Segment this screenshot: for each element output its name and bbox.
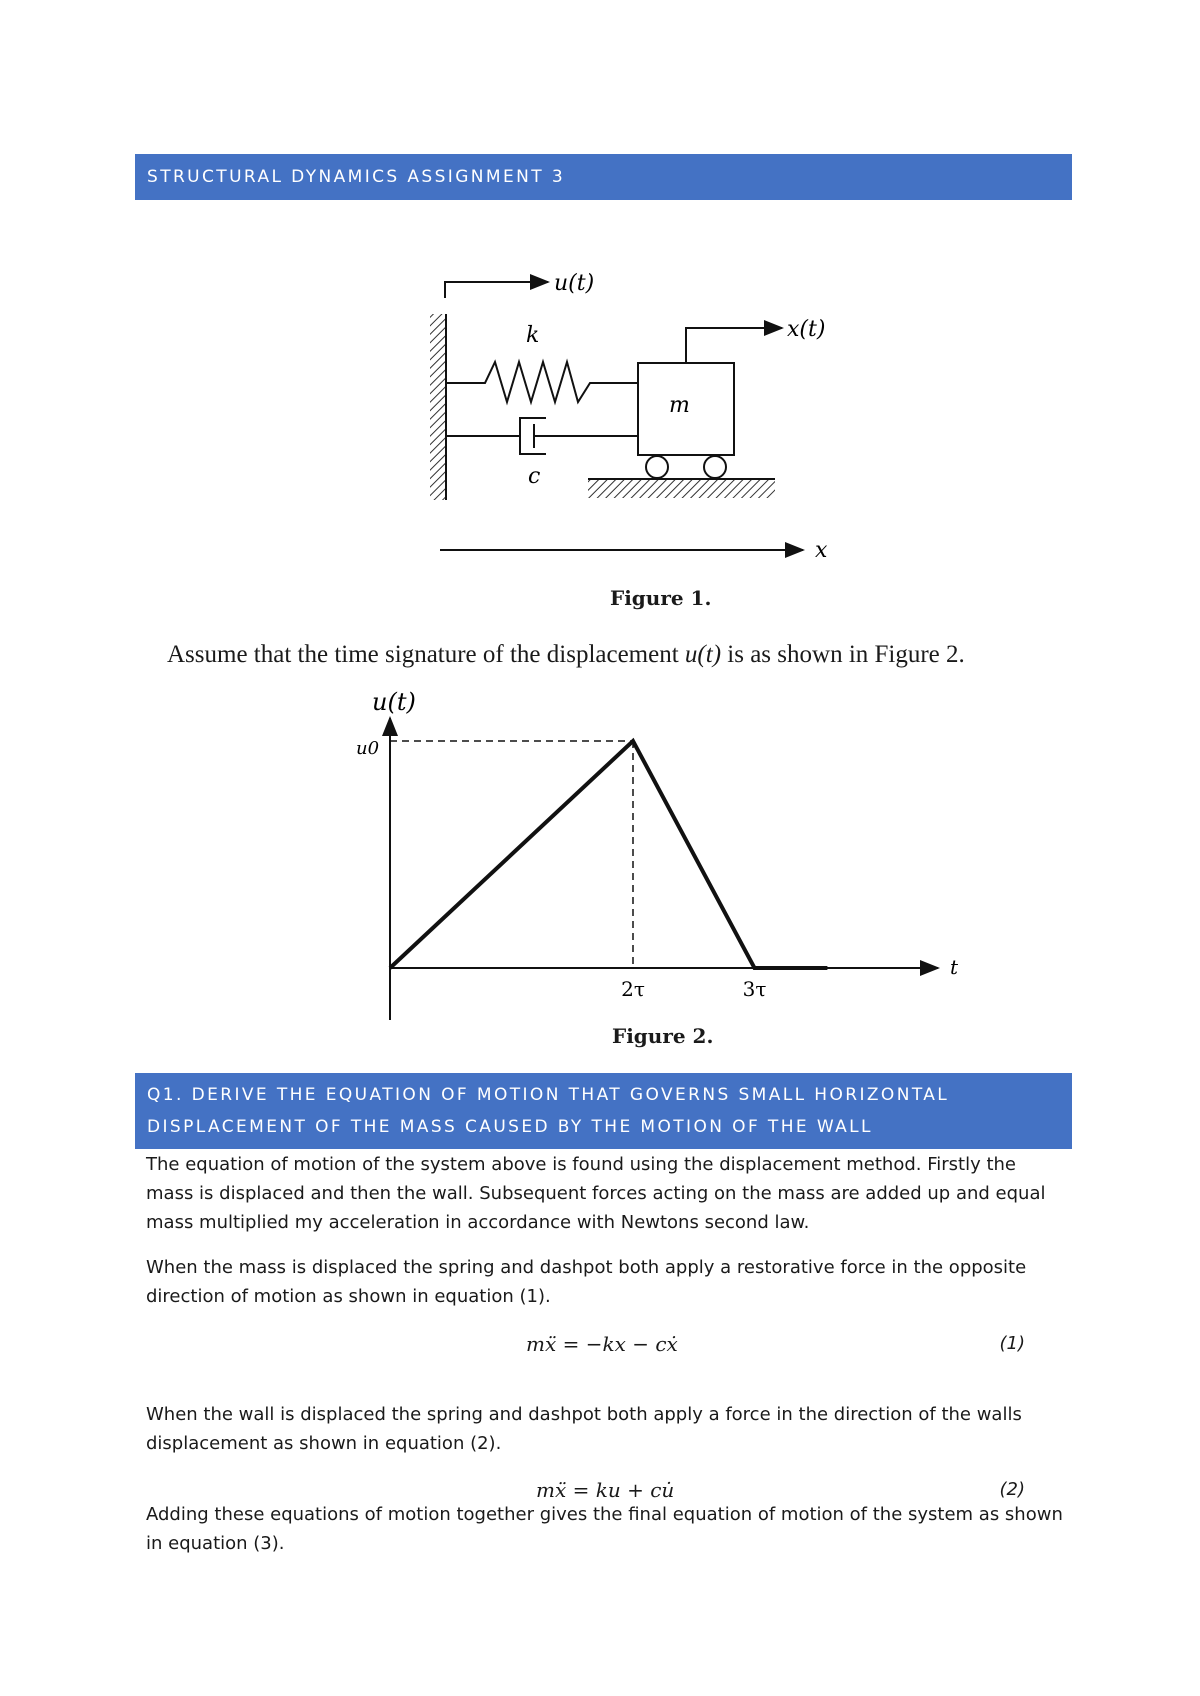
- paragraph-method: The equation of motion of the system above is found using the displacement method. Firstly the mass is displaced and then the wall. Subsequent forces acting on the mass are added up and equal mass multiplied my acceleration in accordance with Newtons second law.: [146, 1154, 1046, 1233]
- label-u: u(t): [554, 271, 595, 296]
- page-title: STRUCTURAL DYNAMICS ASSIGNMENT 3: [147, 167, 566, 187]
- intro-before: Assume that the time signature of the displacement: [167, 641, 685, 668]
- x-axis-label: t: [950, 955, 959, 979]
- label-x-axis: x: [815, 538, 828, 563]
- x-tick-3tau: 3τ: [742, 977, 767, 1001]
- equation-1: mẍ = −kx − cẋ: [526, 1332, 678, 1356]
- paragraph-combined: Adding these equations of motion together gives the final equation of motion of the system as shown in equation (3).: [146, 1504, 1063, 1554]
- label-x-t: x(t): [787, 317, 826, 342]
- figure-1-caption: Figure 1.: [610, 586, 712, 610]
- paragraph-mass-displaced: When the mass is displaced the spring and dashpot both apply a restorative force in the opposite direction of motion as shown in equation (1).: [146, 1257, 1027, 1307]
- x-tick-2tau: 2τ: [621, 977, 645, 1001]
- y-tick-u0: u0: [356, 738, 380, 759]
- u-t-series-line: [390, 741, 827, 968]
- intro-after: is as shown in Figure 2.: [721, 641, 965, 668]
- equation-2-number: (2): [999, 1479, 1025, 1500]
- intro-symbol: u(t): [684, 641, 722, 668]
- label-c: c: [528, 464, 541, 489]
- q1-heading: Q1. DERIVE THE EQUATION OF MOTION THAT GOVERNS SMALL HORIZONTAL DISPLACEMENT OF THE MASS CAUSED BY THE MOTION OF THE WALL: [147, 1085, 950, 1137]
- q1-heading-banner: [135, 1073, 1072, 1149]
- label-k: k: [526, 323, 540, 348]
- label-m: m: [669, 393, 690, 418]
- equation-1-number: (1): [999, 1333, 1025, 1354]
- paragraph-wall-displaced: When the wall is displaced the spring and dashpot both apply a force in the direction of the walls displacement as shown in equation (2).: [146, 1404, 1022, 1454]
- figure-2-caption: Figure 2.: [612, 1024, 714, 1048]
- y-axis-label: u(t): [372, 688, 416, 716]
- equation-2: mẍ = ku + cu̇: [536, 1478, 675, 1502]
